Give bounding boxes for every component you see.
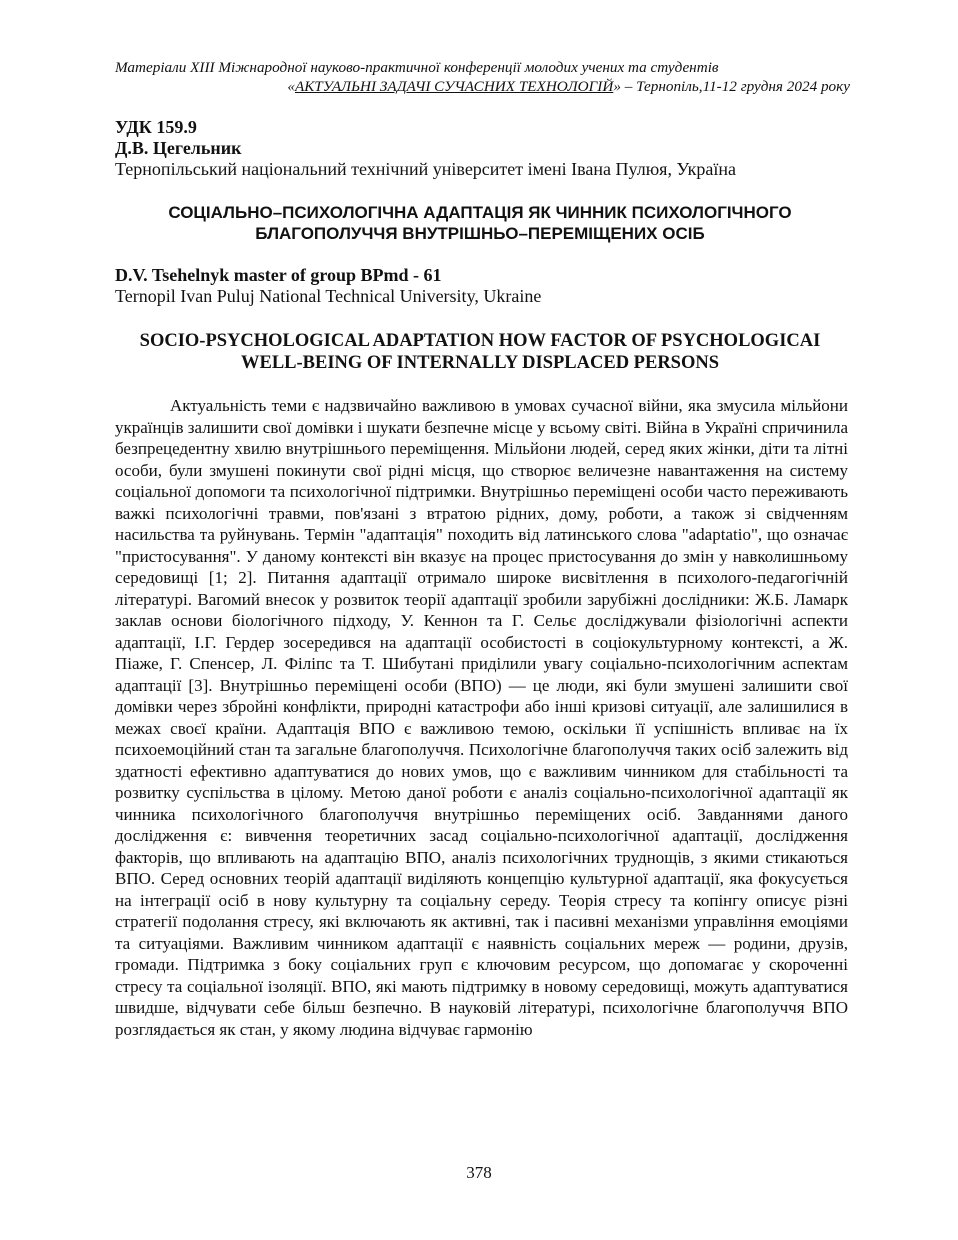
header-line-1: Матеріали XIII Міжнародної науково-практичної конференції молодих учених та студентів (115, 59, 719, 76)
article-meta-en (115, 265, 850, 307)
affiliation-en: Ternopil Ivan Puluj National Technical University, Ukraine (115, 286, 542, 306)
author-ua: Д.В. Цегельник (115, 138, 242, 158)
article-meta-ua (115, 117, 850, 180)
title-ua-line-1: СОЦІАЛЬНО–ПСИХОЛОГІЧНА АДАПТАЦІЯ ЯК ЧИННИК ПСИХОЛОГІЧНОГО (168, 203, 792, 222)
article-title-ua (100, 202, 860, 244)
header-quote-open: « (287, 78, 295, 95)
udc-code: УДК 159.9 (115, 117, 197, 137)
author-en: D.V. Tsehelnyk master of group BPmd - 61 (115, 265, 442, 285)
article-title-en (100, 330, 860, 374)
body-paragraph: Актуальність теми є надзвичайно важливою в умовах сучасної війни, яка змусила мільйони українців залишити свої домівки і шукати безпечне місце у всьому світі. Війна в Україні спричинила безпрецедентну хвилю внутрішнього переміщення. Мільйони людей, серед яких жінки, діти та літні особи, були змушені покинути свої рідні місця, що створює величезне навантаження на систему соціальної допомоги та психологічної підтримки. Внутрішньо переміщені особи часто переживають важкі психологічні травми, пов'язані з втратою рідних, дому, роботи, а також зі свідченням насильства та руйнувань. Термін "адаптація" походить від латинського слова "adaptatio", що означає "пристосування". У даному контексті він вказує на процес пристосування до змін у навколишньому середовищі [1; 2]. Питання адаптації отримало широке висвітлення в психолого-педагогічній літературі. Вагомий внесок у розвиток теорії адаптації зробили зарубіжні дослідники: Ж.Б. Ламарк заклав основи біологічного підходу, У. Кеннон та Г. Сельє досліджували фізіологічні аспекти адаптації, І.Г. Гердер зосередився на адаптації особистості в соціокультурному контексті, а Ж. Піаже, Г. Спенсер, Л. Філіпс та Т. Шибутані приділили увагу соціально-психологічним аспектам адаптації [3]. Внутрішньо переміщені особи (ВПО) — це люди, які були змушені залишити свої домівки через збройні конфлікти, природні катастрофи або інші кризові ситуації, але залишилися в межах своєї країни. Адаптація ВПО є важливою темою, оскільки її успішність впливає на їх психоемоційний стан та загальне благополуччя. Психологічне благополуччя таких осіб залежить від здатності ефективно адаптуватися до нових умов, що є важливим чинником для стабільності та розвитку суспільства в цілому. Метою даної роботи є аналіз соціально-психологічної адаптації як чинника психологічного благополуччя внутрішньо переміщених осіб. Завданнями даного дослідження є: вивчення теоретичних засад соціально-психологічної адаптації, дослідження факторів, що впливають на адаптацію ВПО, аналіз психологічних труднощів, з якими стикаються ВПО. Серед основних теорій адаптації виділяють концепцію культурної адаптації, яка фокусується на інтеграції осіб в нову культурну та соціальну середу. Теорія стресу та копінгу описує різні стратегії подолання стресу, які включають як активні, так і пасивні механізми управління емоціями та ситуаціями. Важливим чинником адаптації є наявність соціальних мереж — родини, друзів, громади. Підтримка з боку соціальних груп є ключовим ресурсом, що допомагає у скороченні стресу та соціальної ізоляції. ВПО, які мають підтримку в новому середовищі, можуть адаптуватися швидше, відчувати себе більш безпечно. В науковій літературі, психологічне благополуччя ВПО розглядається як стан, у якому людина відчуває гармонію (115, 396, 848, 1039)
title-en-line-1: SOCIO-PSYCHOLOGICAL ADAPTATION HOW FACTOR OF PSYCHOLOGICAI (139, 331, 821, 351)
title-ua-line-2: БЛАГОПОЛУЧЧЯ ВНУТРІШНЬО–ПЕРЕМІЩЕНИХ ОСІБ (255, 224, 705, 243)
affiliation-ua: Тернопільський національний технічний університет імені Івана Пулюя, Україна (115, 159, 736, 179)
header-line-2 (115, 77, 850, 96)
header-location-date: » – Тернопіль,11-12 грудня 2024 року (613, 78, 850, 95)
title-en-line-2: WELL-BEING OF INTERNALLY DISPLACED PERSONS (240, 353, 720, 373)
conference-header (115, 58, 850, 96)
header-conference-title: АКТУАЛЬНІ ЗАДАЧІ СУЧАСНИХ ТЕХНОЛОГІЙ (294, 78, 614, 95)
page-number: 378 (466, 1163, 492, 1182)
